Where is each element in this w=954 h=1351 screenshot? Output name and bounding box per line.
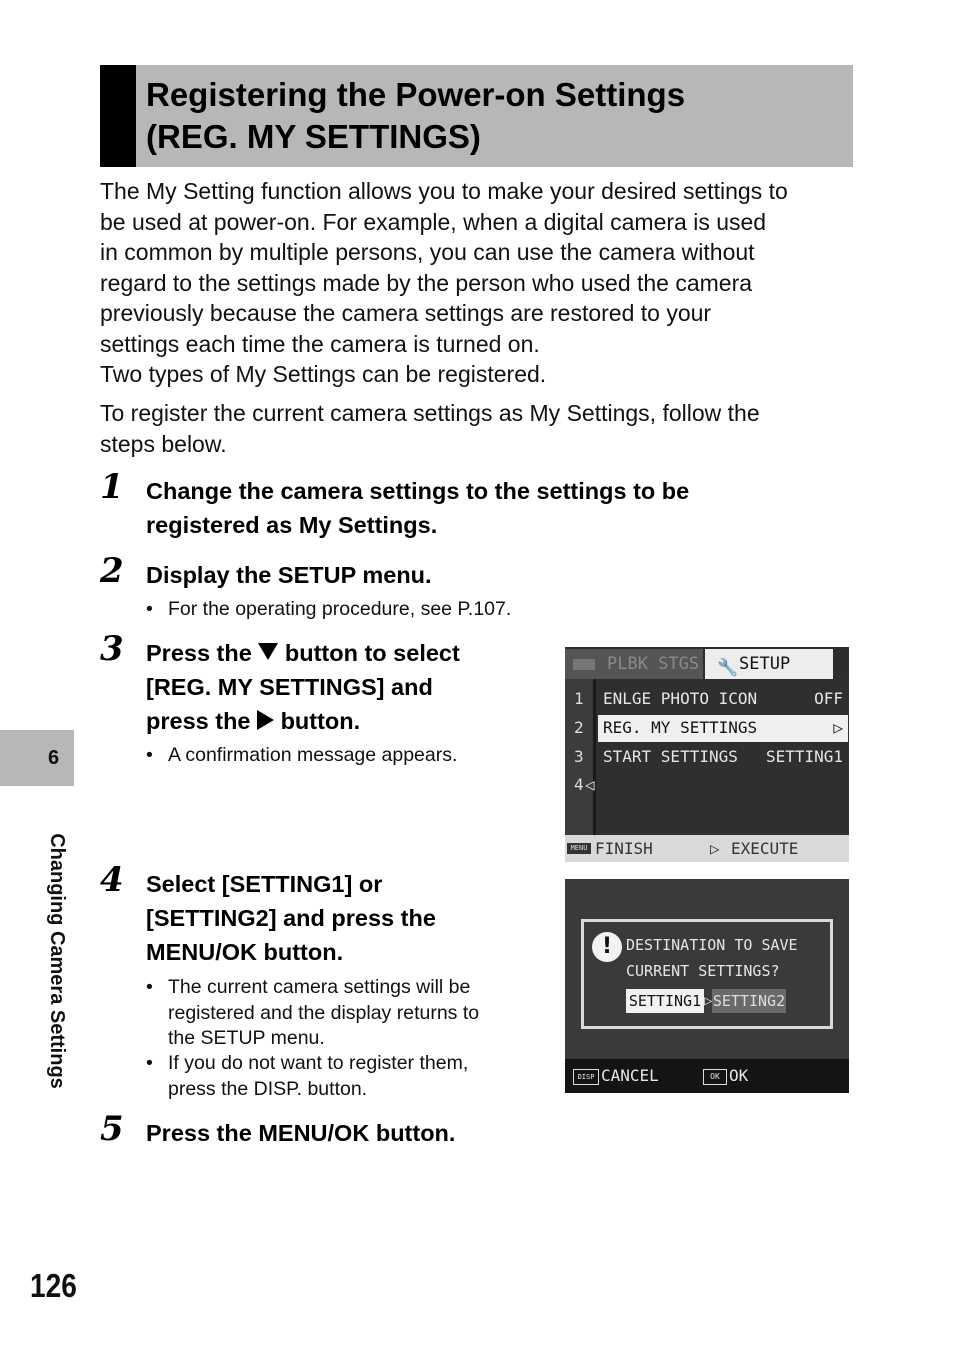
down-arrow-icon	[258, 643, 278, 660]
note-line: press the DISP. button.	[168, 1077, 368, 1100]
step-4-text	[146, 867, 436, 969]
step-line	[146, 636, 460, 670]
note-line: registered and the display returns to	[168, 1001, 480, 1024]
section-title-bar	[100, 65, 853, 167]
step-1-text	[146, 474, 689, 542]
intro-line: previously because the camera settings are restored to your	[100, 300, 712, 326]
note-line: The current camera settings will be	[168, 976, 471, 998]
step-2-note	[146, 597, 511, 623]
cancel-label: CANCEL	[601, 1066, 659, 1085]
message-line: DESTINATION TO SAVE	[626, 936, 798, 954]
step-3-note	[146, 743, 457, 769]
menu-row-selected	[565, 714, 849, 742]
title-marker	[100, 65, 136, 167]
page-number: 126	[30, 1267, 77, 1304]
step-text-fragment: press the	[146, 708, 251, 734]
step-text-fragment: button to select	[284, 640, 460, 666]
intro-line: To register the current camera settings as My Settings, follow the	[100, 400, 760, 426]
setup-menu-screenshot	[565, 647, 849, 862]
row-label: ENLGE PHOTO ICON	[603, 689, 758, 708]
note-line: the SETUP menu.	[168, 1027, 325, 1049]
row-label: REG. MY SETTINGS	[603, 718, 758, 737]
chapter-number: 6	[48, 747, 60, 769]
right-arrow-icon: ▷	[704, 993, 713, 1009]
intro-line: The My Setting function allows you to make your desired settings to	[100, 178, 788, 204]
exclamation-icon: !	[592, 932, 622, 962]
intro-line: steps below.	[100, 430, 227, 457]
dialog-footer	[565, 1059, 849, 1093]
menu-row	[565, 685, 849, 713]
page-arrow-icon: ◁	[585, 775, 595, 794]
step-5-text	[146, 1116, 455, 1150]
page-title	[146, 74, 685, 158]
row-number: 4	[574, 775, 584, 794]
ok-label: OK	[729, 1066, 749, 1085]
tab-plbk-stgs	[565, 649, 703, 679]
tab-label: SETUP	[739, 654, 791, 674]
row-number: 1	[574, 689, 584, 708]
row-value: ▷	[833, 718, 843, 737]
step-line: MENU/OK button.	[146, 939, 344, 965]
row-number: 3	[574, 747, 584, 766]
step-text-fragment: button.	[280, 708, 361, 734]
menu-row	[565, 743, 849, 771]
chapter-label: Changing Camera Settings	[46, 833, 68, 1089]
menu-list	[565, 679, 849, 835]
step-1-number: 1	[100, 467, 124, 507]
confirmation-screenshot	[565, 879, 849, 1093]
step-line: Select [SETTING1] or	[146, 871, 383, 897]
step-5-number: 5	[100, 1109, 124, 1149]
playback-icon	[573, 659, 595, 670]
disp-key-icon: DISP	[573, 1069, 599, 1085]
intro-line: be used at power-on. For example, when a digital camera is used	[100, 208, 767, 235]
dialog-message	[626, 932, 798, 984]
right-arrow-icon: ▷	[710, 839, 720, 858]
step-2-number: 2	[100, 551, 124, 591]
wrench-icon: 🔧	[717, 658, 739, 678]
menu-footer	[565, 835, 849, 862]
execute-label: EXECUTE	[731, 839, 799, 858]
message-line: CURRENT SETTINGS?	[626, 962, 780, 980]
row-value: SETTING1	[765, 747, 843, 766]
step-2-text	[146, 558, 432, 592]
bullet: •	[146, 976, 153, 998]
step-4-note-1	[146, 975, 479, 1052]
step-3-text	[146, 636, 460, 738]
intro-paragraph-1	[100, 176, 860, 390]
bullet: •	[146, 744, 153, 766]
step-4-note-2	[146, 1051, 468, 1102]
menu-row	[565, 771, 849, 799]
note-line: For the operating procedure, see P.107.	[168, 598, 512, 620]
note-line: If you do not want to register them,	[168, 1052, 469, 1074]
row-number: 2	[574, 718, 584, 737]
step-3-number: 3	[100, 629, 124, 669]
intro-line: Two types of My Settings can be registered.	[100, 361, 547, 387]
row-value: OFF	[814, 689, 843, 708]
row-label: START SETTINGS	[603, 747, 738, 766]
note-line: A confirmation message appears.	[168, 744, 458, 766]
bullet: •	[146, 598, 153, 620]
intro-line: regard to the settings made by the person who used the camera	[100, 269, 753, 296]
step-line: Change the camera settings to the settings to be	[146, 478, 690, 504]
intro-line: settings each time the camera is turned on.	[100, 330, 540, 357]
title-line-1: Registering the Power-on Settings	[146, 76, 686, 113]
step-line: [REG. MY SETTINGS] and	[146, 674, 433, 700]
step-line: registered as My Settings.	[146, 512, 438, 538]
ok-key-icon: OK	[703, 1069, 727, 1085]
intro-line: in common by multiple persons, you can use the camera without	[100, 239, 755, 265]
tab-setup	[705, 649, 833, 679]
step-line: Press the MENU/OK button.	[146, 1120, 456, 1146]
tab-label: PLBK STGS	[607, 654, 700, 674]
bullet: •	[146, 1052, 153, 1074]
title-line-2: (REG. MY SETTINGS)	[146, 118, 481, 155]
step-line: Display the SETUP menu.	[146, 562, 432, 588]
step-line	[146, 704, 460, 738]
step-text-fragment: Press the	[146, 640, 252, 666]
chapter-tab	[0, 730, 74, 786]
right-arrow-icon	[257, 710, 274, 730]
intro-paragraph-2	[100, 398, 860, 459]
step-4-number: 4	[100, 860, 124, 900]
finish-label: FINISH	[595, 839, 653, 858]
option-setting2: SETTING2	[712, 989, 786, 1013]
menu-key-icon: MENU	[567, 843, 591, 854]
menu-tabs	[565, 647, 849, 679]
option-setting1: SETTING1	[626, 989, 704, 1013]
confirmation-dialog	[581, 919, 833, 1029]
step-line: [SETTING2] and press the	[146, 905, 436, 931]
